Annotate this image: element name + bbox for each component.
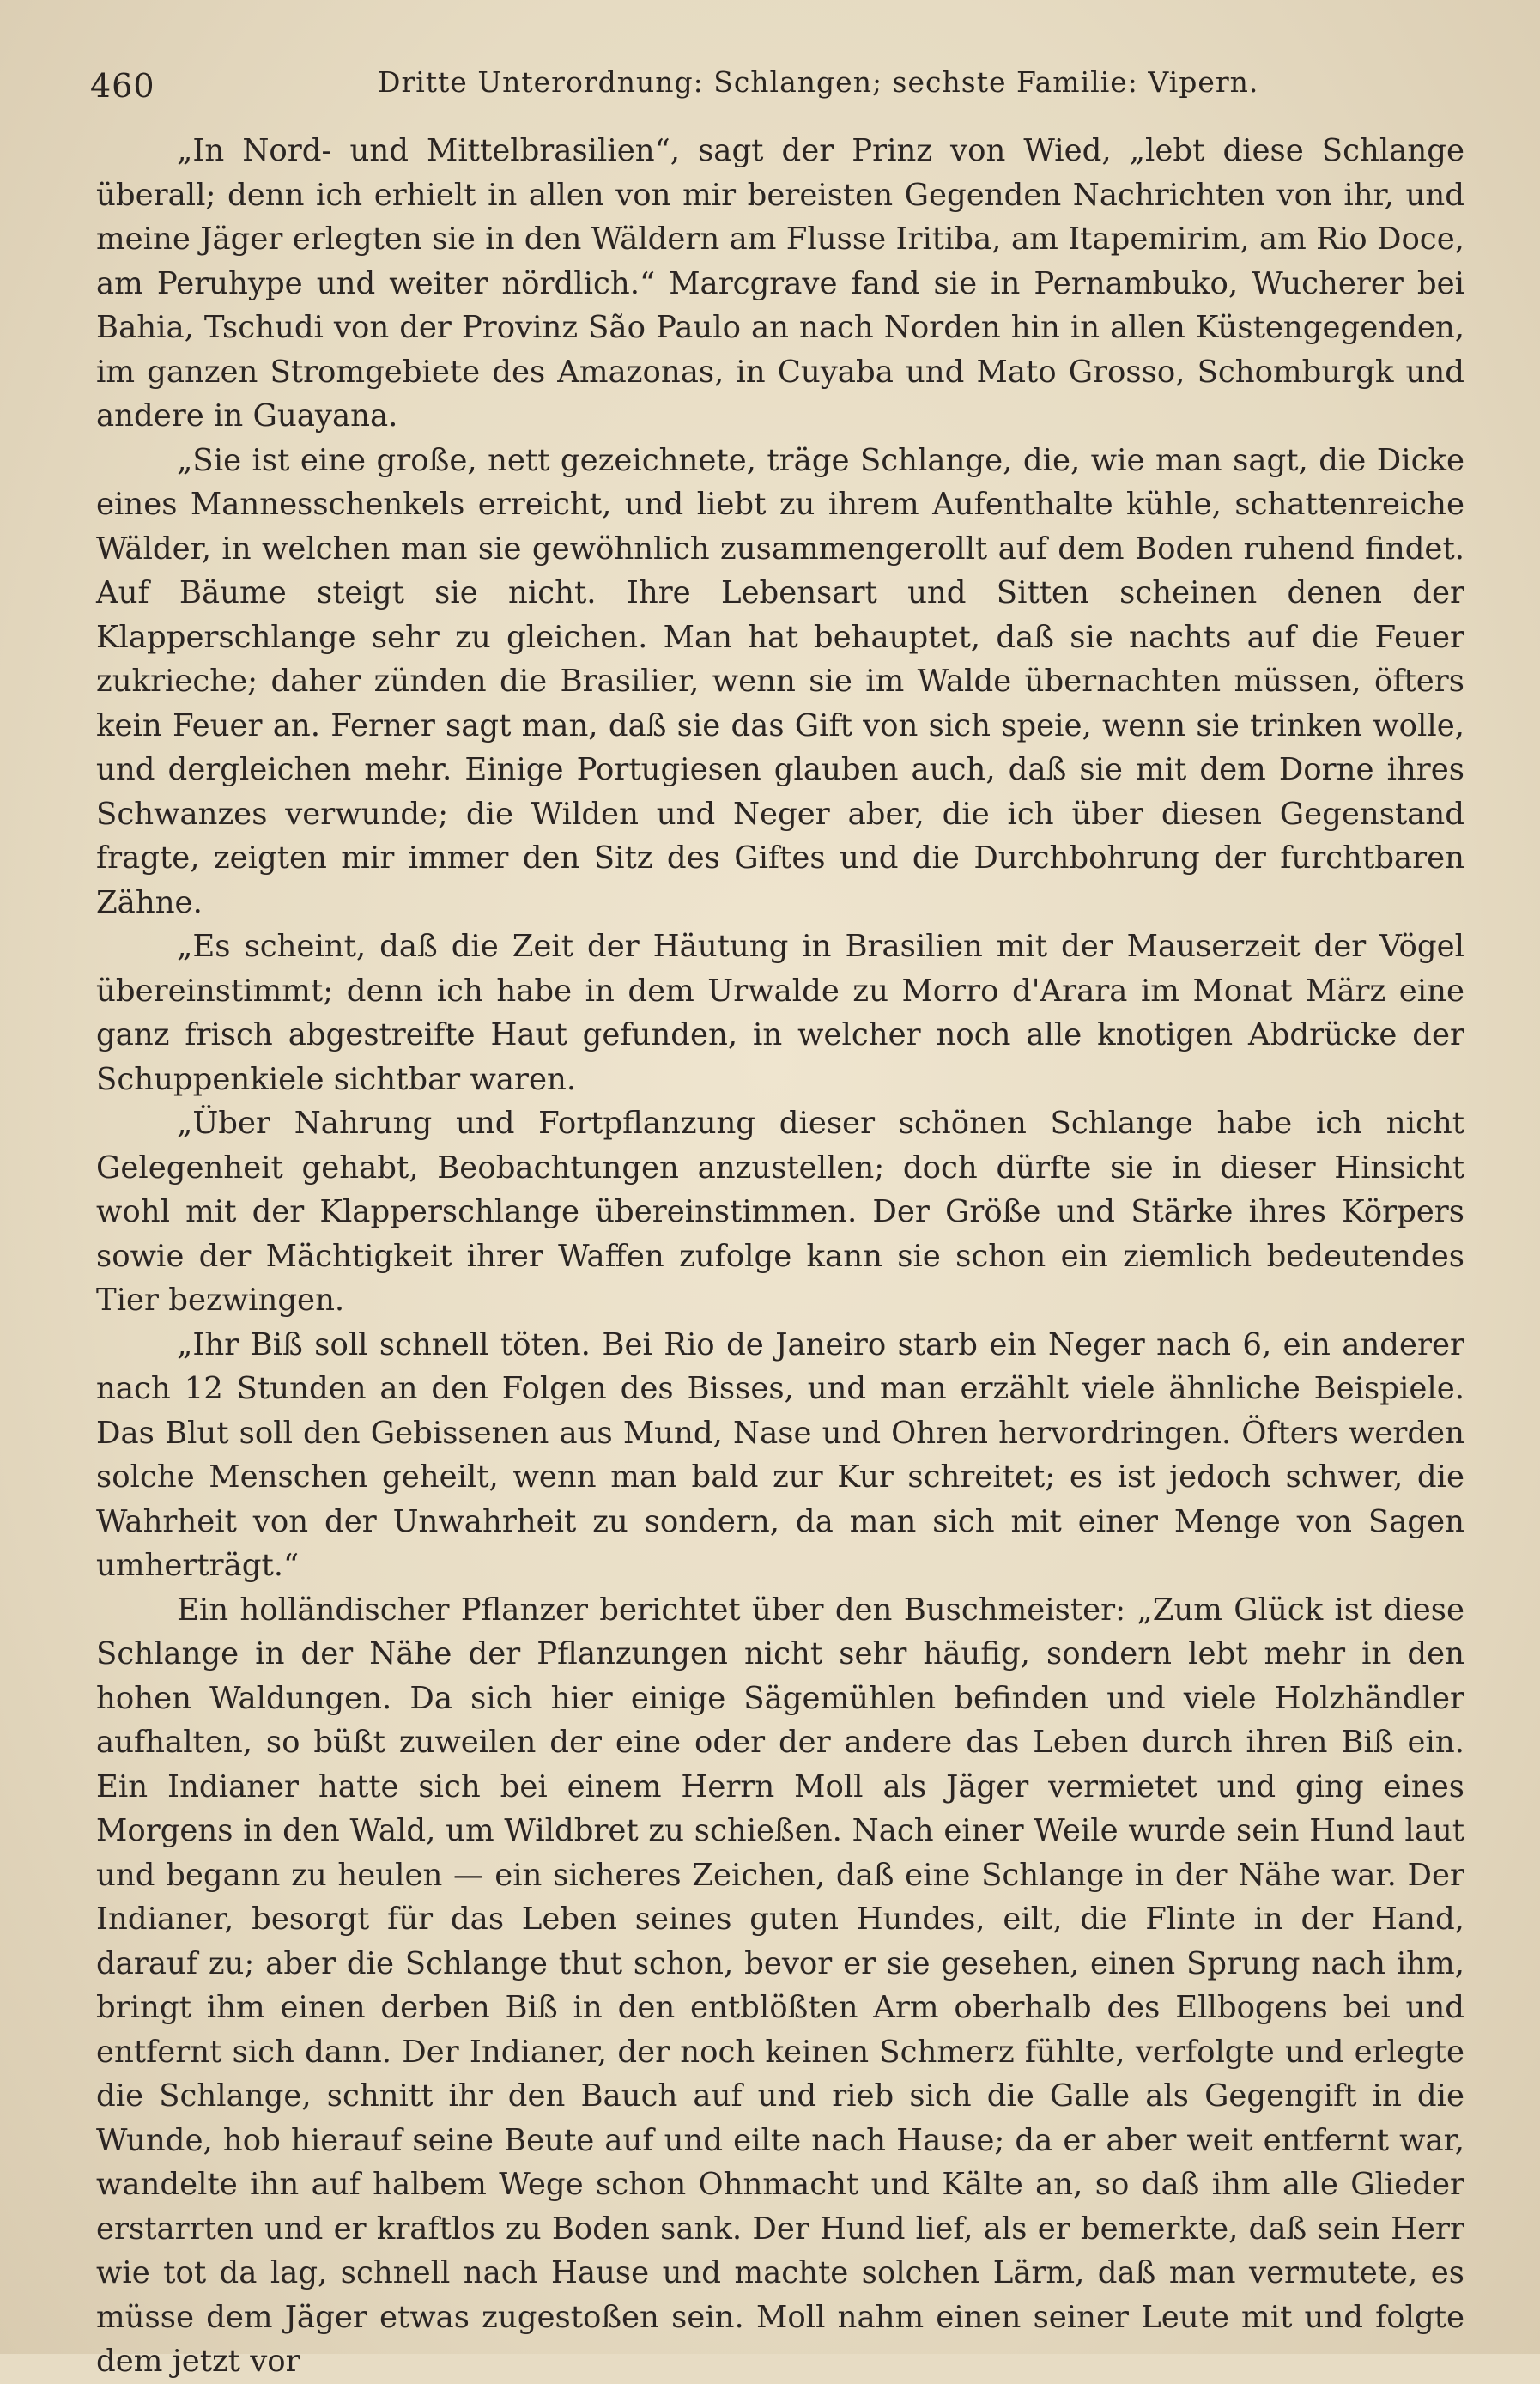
body-text: [96, 129, 1464, 2384]
paragraph-3: „Es scheint, daß die Zeit der Häutung in Brasilien mit der Mauserzeit der Vögel übereinstimmt; denn ich habe in dem Urwalde zu Morro d'Arara im Monat März eine ganz frisch abgestreifte Haut gefunden, in welcher noch alle knotigen Abdrücke der Schuppenkiele sichtbar waren.: [96, 929, 1464, 1097]
running-head: Dritte Unterordnung: Schlangen; sechste Familie: Vipern.: [378, 65, 1259, 99]
paragraph-6: Ein holländischer Pflanzer berichtet über den Buschmeister: „Zum Glück ist diese Schlange in der Nähe der Pflanzungen nicht sehr häufig, sondern lebt mehr in den hohen Waldungen. Da sich hier einige Sägemühlen befinden und viele Holzhändler aufhalten, so büßt zuweilen der eine oder der andere das Leben durch ihren Biß ein. Ein Indianer hatte sich bei einem Herrn Moll als Jäger vermietet und ging eines Morgens in den Wald, um Wildbret zu schießen. Nach einer Weile wurde sein Hund laut und begann zu heulen — ein sicheres Zeichen, daß eine Schlange in der Nähe war. Der Indianer, besorgt für das Leben seines guten Hundes, eilt, die Flinte in der Hand, darauf zu; aber die Schlange thut schon, bevor er sie gesehen, einen Sprung nach ihm, bringt ihm einen derben Biß in den entblößten Arm oberhalb des Ellbogens bei und entfernt sich dann. Der Indianer, der noch keinen Schmerz fühlte, verfolgte und erlegte die Schlange, schnitt ihr den Bauch auf und rieb sich die Galle als Gegengift in die Wunde, hob hierauf seine Beute auf und eilte nach Hause; da er aber weit entfernt war, wandelte ihn auf halbem Wege schon Ohnmacht und Kälte an, so daß ihm alle Glieder erstarrten und er kraftlos zu Boden sank. Der Hund lief, als er bemerkte, daß sein Herr wie tot da lag, schnell nach Hause und machte solchen Lärm, daß man vermutete, es müsse dem Jäger etwas zugestoßen sein. Moll nahm einen seiner Leute mit und folgte dem jetzt vor: [96, 1592, 1464, 2379]
paragraph-1: „In Nord- und Mittelbrasilien“, sagt der Prinz von Wied, „lebt diese Schlange überall; denn ich erhielt in allen von mir bereisten Gegenden Nachrichten von ihr, und meine Jäger erlegten sie in den Wäldern am Flusse Iritiba, am Itapemirim, am Rio Doce, am Peruhype und weiter nördlich.“ Marcgrave fand sie in Pernambuko, Wucherer bei Bahia, Tschudi von der Provinz São Paulo an nach Norden hin in allen Küstengegenden, im ganzen Stromgebiete des Amazonas, in Cuyaba und Mato Grosso, Schomburgk und andere in Guayana.: [96, 133, 1464, 434]
paragraph-5: „Ihr Biß soll schnell töten. Bei Rio de Janeiro starb ein Neger nach 6, ein anderer nach 12 Stunden an den Folgen des Bisses, und man erzählt viele ähnliche Beispiele. Das Blut soll den Gebissenen aus Mund, Nase und Ohren hervordringen. Öfters werden solche Menschen geheilt, wenn man bald zur Kur schreitet; es ist jedoch schwer, die Wahrheit von der Unwahrheit zu sondern, da man sich mit einer Menge von Sagen umherträgt.“: [96, 1326, 1464, 1583]
page-header: [90, 62, 1455, 113]
paragraph-2: „Sie ist eine große, nett gezeichnete, träge Schlange, die, wie man sagt, die Dicke eines Mannesschenkels erreicht, und liebt zu ihrem Aufenthalte kühle, schattenreiche Wälder, in welchen man sie gewöhnlich zusammengerollt auf dem Boden ruhend findet. Auf Bäume steigt sie nicht. Ihre Lebensart und Sitten scheinen denen der Klapperschlange sehr zu gleichen. Man hat behauptet, daß sie nachts auf die Feuer zukrieche; daher zünden die Brasilier, wenn sie im Walde übernachten müssen, öfters kein Feuer an. Ferner sagt man, daß sie das Gift von sich speie, wenn sie trinken wolle, und dergleichen mehr. Einige Portugiesen glauben auch, daß sie mit dem Dorne ihres Schwanzes verwunde; die Wilden und Neger aber, die ich über diesen Gegenstand fragte, zeigten mir immer den Sitz des Giftes und die Durchbohrung der furchtbaren Zähne.: [96, 442, 1464, 920]
page-number: 460: [90, 67, 155, 105]
paragraph-4: „Über Nahrung und Fortpflanzung dieser schönen Schlange habe ich nicht Gelegenheit gehabt, Beobachtungen anzustellen; doch dürfte sie in dieser Hinsicht wohl mit der Klapperschlange übereinstimmen. Der Größe und Stärke ihres Körpers sowie der Mächtigkeit ihrer Waffen zufolge kann sie schon ein ziemlich bedeutendes Tier bezwingen.: [96, 1106, 1464, 1318]
